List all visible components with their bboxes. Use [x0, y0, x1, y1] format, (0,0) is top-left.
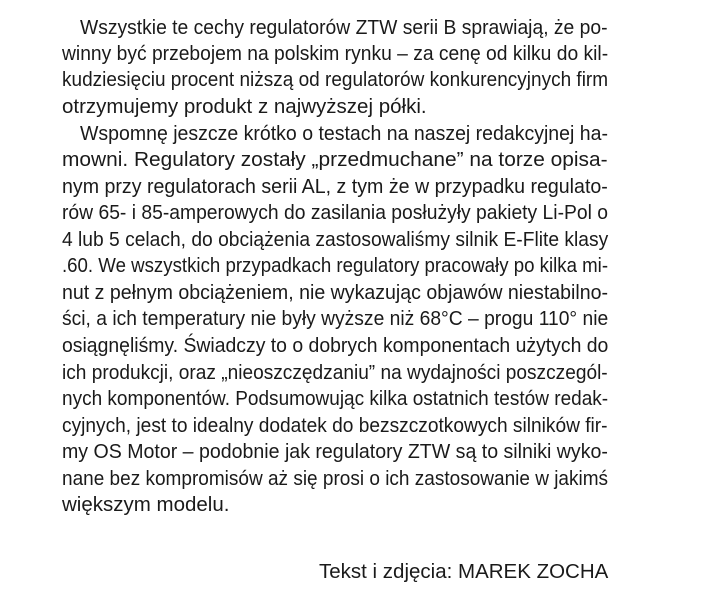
paragraph-line: nut z pełnym obciążeniem, nie wykazując objawów niestabilno-: [62, 281, 609, 304]
paragraph-line: osiągnęliśmy. Świadczy to o dobrych komponentach użytych do: [62, 334, 609, 357]
paragraph-first-line: Wszystkie te cechy regulatorów ZTW serii B sprawiają, że po-: [80, 16, 608, 39]
paragraph-line: my OS Motor – podobnie jak regulatory ZTW są to silniki wyko-: [62, 440, 608, 463]
paragraph-line: rów 65- i 85-amperowych do zasilania posłużyły pakiety Li-Pol o: [62, 201, 608, 224]
paragraph-first-line: Wspomnę jeszcze krótko o testach na naszej redakcyjnej ha-: [80, 122, 608, 145]
paragraph-line: otrzymujemy produkt z najwyższej półki.: [62, 95, 427, 118]
paragraph-line: 4 lub 5 celach, do obciążenia zastosowaliśmy silnik E-Flite klasy: [62, 228, 609, 251]
paragraph-line: nane bez kompromisów aż się prosi o ich zastosowanie w jakimś: [62, 467, 609, 490]
paragraph-line: mowni. Regulatory zostały „przedmuchane” na torze opisa-: [62, 148, 608, 171]
byline: Tekst i zdjęcia: MAREK ZOCHA: [319, 560, 609, 583]
paragraph-line: nych komponentów. Podsumowując kilka ostatnich testów redak-: [62, 387, 609, 410]
paragraph-line: większym modelu.: [62, 493, 230, 516]
paragraph-line: kudziesięciu procent niższą od regulatorów konkurencyjnych firm: [62, 68, 609, 91]
paragraph-line: cyjnych, jest to idealny dodatek do bezszczotkowych silników fir-: [62, 414, 608, 437]
paragraph-line: ści, a ich temperatury nie były wyższe niż 68°C – progu 110° nie: [62, 307, 609, 330]
paragraph-line: nym przy regulatorach serii AL, z tym że w przypadku regulato-: [62, 175, 608, 198]
paragraph-line: winny być przebojem na polskim rynku – za cenę od kilku do kil-: [62, 42, 609, 65]
paragraph-line: .60. We wszystkich przypadkach regulatory pracowały po kilka mi-: [62, 254, 609, 277]
paragraph-line: ich produkcji, oraz „nieoszczędzaniu” na wydajności poszczegól-: [62, 361, 608, 384]
